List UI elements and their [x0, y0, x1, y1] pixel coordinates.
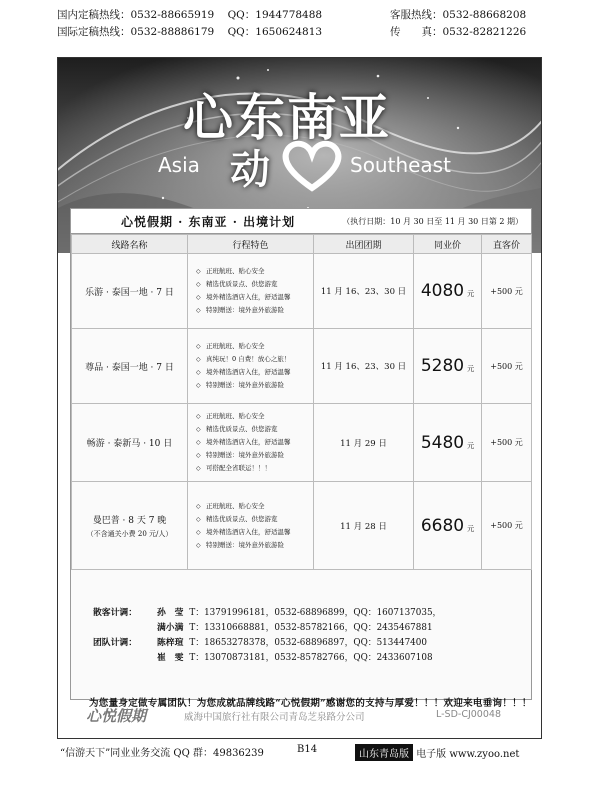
edition-text: 电子版 www.zyoo.net — [416, 749, 520, 760]
feature-text: 可搭配全省联运！！！ — [206, 464, 271, 472]
page-number: B14 — [297, 744, 318, 755]
bullet-icon: ◇ — [196, 515, 201, 523]
feature-text: 特别赠送：境外意外旅游险 — [206, 381, 284, 389]
contact-name: 陈梓瑄 — [157, 638, 184, 648]
trade-price: 6680 — [420, 515, 465, 536]
fax-phone: 0532-82821226 — [442, 26, 527, 38]
feature-text: 正班航班、贴心安全 — [206, 501, 265, 510]
feature-text: 境外精选酒店入住，舒适温馨 — [206, 293, 291, 301]
domestic-qq: 1944778488 — [255, 9, 323, 21]
intl-label: 国际定稿热线： — [57, 26, 131, 38]
contact-row — [93, 651, 441, 666]
banner-title-left: Asia — [158, 153, 200, 177]
contact-name: 崔 雯 — [157, 653, 184, 663]
feature-text: 正班航班、贴心安全 — [206, 342, 265, 350]
route-name: 畅游 · 泰新马 · 10 日 — [86, 439, 173, 449]
plan-title: 心悦假期 · 东南亚 · 出境计划 — [121, 215, 296, 229]
currency-unit: 元 — [467, 524, 475, 533]
dates-cell: 11 月 16、23、30 日 — [314, 254, 414, 329]
dates-cell: 11 月 29 日 — [314, 404, 414, 482]
trade-price-cell — [414, 254, 482, 329]
contact-info: T：13070873181，0532-85782766，QQ：2433607108 — [189, 653, 433, 663]
header-features: 行程特色 — [188, 235, 314, 254]
route-name: 乐游 · 泰国一地 · 7 日 — [85, 287, 174, 298]
bullet-icon: ◇ — [196, 281, 201, 288]
advertisement-frame — [57, 57, 542, 739]
banner-title-main: 心东南亚 — [183, 89, 391, 147]
route-cell — [72, 329, 188, 404]
table-row — [72, 329, 532, 404]
intl-qq-label: QQ： — [227, 26, 256, 38]
feature-item — [196, 278, 311, 291]
bullet-icon: ◇ — [196, 382, 201, 389]
features-cell — [188, 254, 314, 329]
feature-text: 境外精选酒店入住，舒适温馨 — [206, 438, 291, 446]
trade-price-cell — [414, 404, 482, 482]
intl-hotline — [57, 24, 322, 39]
contact-info: T：13310668881，0532-85782166，QQ：2435467881 — [189, 623, 433, 633]
bullet-icon: ◇ — [196, 541, 201, 549]
feature-text: 正班航班、贴心安全 — [206, 412, 265, 420]
table-header-row — [72, 235, 532, 254]
bullet-icon: ◇ — [196, 307, 201, 314]
paper-badge: 山东青岛版 — [355, 744, 413, 761]
feature-item — [196, 353, 311, 366]
bullet-icon: ◇ — [196, 465, 201, 472]
feature-item — [196, 410, 311, 423]
fax-line — [390, 24, 526, 39]
bullet-icon: ◇ — [196, 268, 201, 275]
intl-phone: 0532-88886179 — [130, 26, 215, 38]
direct-price-cell: +500 元 — [482, 329, 532, 404]
plan-period-note: （执行日期：10 月 30 日至 11 月 30 日第 2 期） — [342, 217, 523, 226]
dates-cell: 11 月 16、23、30 日 — [314, 329, 414, 404]
contact-name: 孙 莹 — [157, 608, 184, 618]
direct-price-cell: +500 元 — [482, 404, 532, 482]
contact-row — [93, 636, 441, 651]
route-name: 尊品 · 泰国一地 · 7 日 — [85, 362, 174, 373]
footer-logo: 心悦假期 — [86, 707, 147, 725]
trade-price: 5480 — [420, 432, 465, 453]
feature-item — [196, 366, 311, 379]
bullet-icon: ◇ — [196, 356, 201, 363]
feature-item — [196, 379, 311, 392]
feature-item — [196, 423, 311, 436]
feature-item — [196, 436, 311, 449]
features-list — [190, 500, 311, 552]
bullet-icon: ◇ — [196, 528, 201, 536]
currency-unit: 元 — [467, 365, 475, 373]
slogan: 为您量身定做专属团队！为您成就品牌线路“心悦假期”感谢您的支持与厚爱！！！欢迎来电垂询！！！ — [89, 698, 532, 709]
feature-text: 特别赠送：境外意外旅游险 — [206, 540, 284, 549]
bullet-icon: ◇ — [196, 426, 201, 433]
trade-price-cell — [414, 482, 482, 570]
header-route: 线路名称 — [72, 235, 188, 254]
direct-price-cell: +500 元 — [482, 254, 532, 329]
fax-label: 传 真： — [390, 26, 443, 38]
feature-item — [196, 500, 311, 513]
table-row — [72, 482, 532, 570]
bullet-icon: ◇ — [196, 343, 201, 350]
feature-item — [196, 539, 311, 552]
route-note: （不含通关小费 20 元/人） — [86, 529, 173, 538]
feature-item — [196, 462, 311, 475]
feature-text: 精选优质景点、供您游览 — [206, 280, 278, 288]
feature-item — [196, 291, 311, 304]
header-trade-price: 同业价 — [414, 235, 482, 254]
bullet-icon: ◇ — [196, 502, 201, 510]
plan-title-bar — [71, 209, 531, 234]
bullet-icon: ◇ — [196, 413, 201, 420]
contact-role: 团队计调： — [93, 638, 137, 648]
dates-cell: 11 月 28 日 — [314, 482, 414, 570]
trade-price-cell — [414, 329, 482, 404]
bullet-icon: ◇ — [196, 452, 201, 459]
domestic-phone: 0532-88665919 — [130, 9, 215, 21]
domestic-qq-label: QQ： — [227, 9, 256, 21]
footer-company: 威海中国旅行社有限公司青岛芝泉路分公司 — [184, 712, 365, 723]
contact-name: 满小满 — [157, 623, 184, 633]
currency-unit: 元 — [467, 441, 475, 450]
direct-price-cell: +500 元 — [482, 482, 532, 570]
contacts-block — [93, 606, 441, 666]
feature-item — [196, 304, 311, 317]
contact-row — [93, 621, 441, 636]
currency-unit: 元 — [467, 290, 475, 298]
service-label: 客服热线： — [390, 9, 443, 21]
features-cell — [188, 482, 314, 570]
header-dates: 出团团期 — [314, 235, 414, 254]
feature-text: 精选优质景点、供您游览 — [206, 425, 278, 433]
route-name: 曼巴普 · 8 天 7 晚 — [92, 515, 167, 526]
route-cell — [72, 254, 188, 329]
plan-pane — [70, 208, 532, 709]
routes-table — [71, 234, 532, 570]
trade-price: 4080 — [420, 281, 465, 301]
header-direct-price: 直客价 — [482, 235, 532, 254]
feature-item — [196, 340, 311, 353]
feature-text: 真纯玩！0 自费！放心之旅！ — [206, 355, 291, 363]
service-phone: 0532-88668208 — [442, 9, 527, 21]
features-cell — [188, 329, 314, 404]
feature-text: 正班航班、贴心安全 — [206, 267, 265, 275]
feature-text: 境外精选酒店入住，舒适温馨 — [206, 368, 291, 376]
feature-text: 精选优质景点、供您游览 — [206, 514, 278, 523]
banner-title-right: Southeast — [350, 153, 451, 177]
domestic-hotline — [57, 7, 322, 22]
features-list — [190, 265, 311, 317]
route-cell — [72, 482, 188, 570]
feature-item — [196, 526, 311, 539]
features-list — [190, 340, 311, 392]
contact-info: T：13791996181，0532-68896899，QQ：1607137035， — [189, 608, 442, 618]
table-row — [72, 254, 532, 329]
edition-line — [355, 744, 519, 761]
feature-text: 境外精选酒店入住，舒适温馨 — [206, 527, 291, 536]
feature-item — [196, 449, 311, 462]
banner-title-mid: 动 — [230, 147, 270, 193]
service-hotline — [390, 7, 526, 22]
route-cell — [72, 404, 188, 482]
feature-item — [196, 265, 311, 278]
intl-qq: 1650624813 — [255, 26, 323, 38]
table-row — [72, 404, 532, 482]
feature-item — [196, 513, 311, 526]
heart-icon — [280, 140, 344, 192]
domestic-label: 国内定稿热线： — [57, 9, 131, 21]
features-list — [190, 410, 311, 475]
features-cell — [188, 404, 314, 482]
bullet-icon: ◇ — [196, 439, 201, 446]
qq-group-line: “信游天下”同业业务交流 QQ 群：49836239 — [60, 748, 264, 759]
bullet-icon: ◇ — [196, 294, 201, 301]
bullet-icon: ◇ — [196, 369, 201, 376]
trade-price: 5280 — [420, 356, 465, 376]
contact-role: 散客计调： — [93, 608, 137, 618]
feature-text: 特别赠送：境外意外旅游险 — [206, 451, 284, 459]
feature-text: 特别赠送：境外意外旅游险 — [206, 306, 284, 314]
contact-info: T：18653278378，0532-68896897，QQ：513447400 — [189, 638, 427, 648]
contact-row — [93, 606, 441, 621]
footer-code: L-SD-CJ00048 — [436, 709, 501, 720]
